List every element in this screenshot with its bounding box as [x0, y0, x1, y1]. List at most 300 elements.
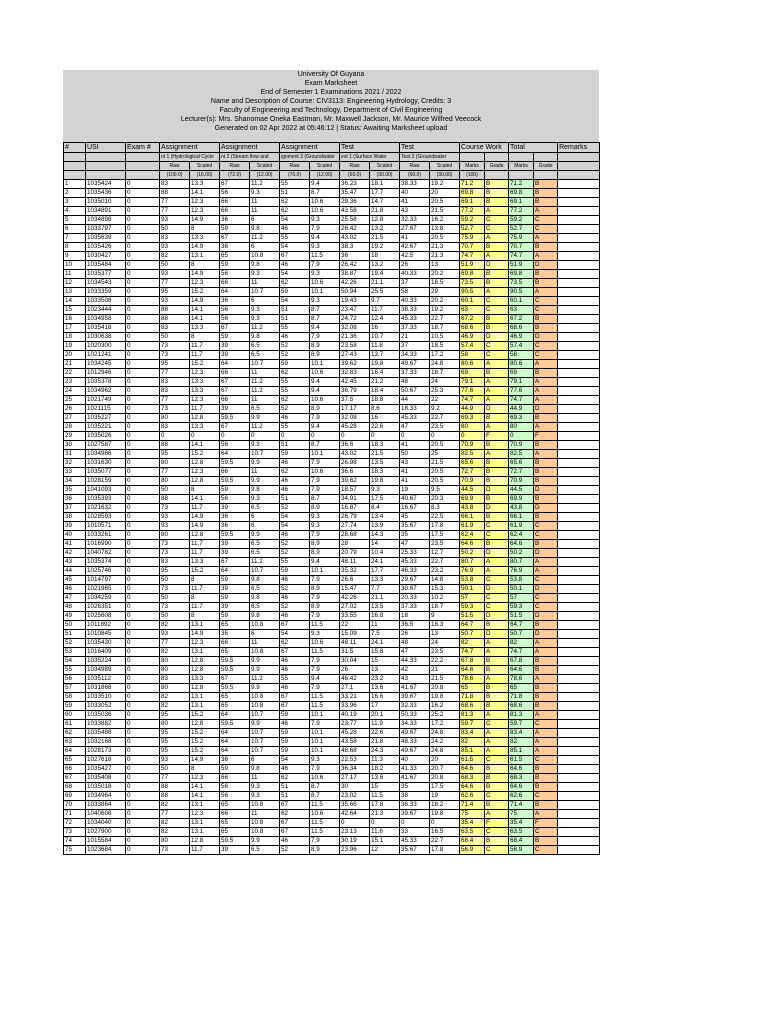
table-cell: 59: [220, 594, 250, 603]
table-cell: 0: [126, 477, 160, 486]
table-cell: 52: [280, 549, 310, 558]
table-cell: 9.9: [250, 459, 280, 468]
table-cell: 23.13: [340, 828, 370, 837]
table-cell: 73.5: [460, 279, 485, 288]
table-cell: 1015584: [86, 837, 126, 846]
table-cell: 12.3: [190, 810, 220, 819]
table-row: [64, 189, 600, 198]
table-cell: 1034259: [86, 594, 126, 603]
table-cell: 73: [160, 342, 190, 351]
table-cell: 6.5: [250, 846, 280, 855]
table-cell: 47: [400, 423, 430, 432]
table-cell: 33: [64, 468, 86, 477]
table-cell: 11.2: [250, 558, 280, 567]
table-cell: 74.7: [509, 396, 534, 405]
table-row: [64, 585, 600, 594]
table-cell: 1033359: [86, 288, 126, 297]
table-cell: 9.9: [250, 531, 280, 540]
remarks-cell: [558, 486, 600, 495]
table-row: [64, 639, 600, 648]
remarks-cell: [558, 594, 600, 603]
table-cell: 59: [280, 288, 310, 297]
raw-label: Raw: [160, 162, 190, 171]
table-cell: 19: [64, 342, 86, 351]
table-cell: B: [485, 540, 509, 549]
table-cell: 70.7: [509, 243, 534, 252]
table-cell: 13.6: [370, 774, 400, 783]
table-cell: B: [485, 441, 509, 450]
table-cell: 19.8: [430, 810, 460, 819]
table-cell: 29: [430, 288, 460, 297]
remarks-cell: [558, 720, 600, 729]
table-cell: 32: [64, 459, 86, 468]
table-cell: 63: [460, 306, 485, 315]
table-cell: 33.55: [340, 612, 370, 621]
table-cell: 32.08: [340, 324, 370, 333]
table-cell: 1035026: [86, 432, 126, 441]
table-cell: 29.67: [400, 576, 430, 585]
table-cell: 1035424: [86, 180, 126, 189]
table-cell: 56: [220, 270, 250, 279]
table-cell: 8.9: [310, 342, 340, 351]
table-cell: 49.67: [400, 360, 430, 369]
table-cell: 17.17: [340, 405, 370, 414]
table-cell: 11: [250, 810, 280, 819]
lecturers: Lecturer(s): Mrs. Shanomae Oneka Eastman, Mr. Maxwell Jackson, Mr. Maurice Wilfred Veecock: [180, 116, 482, 123]
table-cell: D: [485, 612, 509, 621]
table-cell: B: [534, 477, 558, 486]
remarks-cell: [558, 837, 600, 846]
remarks-cell: [558, 270, 600, 279]
table-cell: 39: [220, 351, 250, 360]
table-cell: B: [485, 774, 509, 783]
table-cell: 9.4: [310, 234, 340, 243]
table-cell: C: [485, 225, 509, 234]
scaled-label: Scaled: [370, 162, 400, 171]
table-cell: 0: [250, 432, 280, 441]
table-cell: 9.8: [250, 261, 280, 270]
faculty-department: Faculty of Engineering and Technology, Department of Civil Engineering: [219, 107, 443, 114]
table-cell: 0: [126, 594, 160, 603]
table-cell: 27.67: [400, 225, 430, 234]
table-cell: 42: [400, 666, 430, 675]
table-row: [64, 747, 600, 756]
table-cell: 11.5: [310, 801, 340, 810]
table-cell: 80: [160, 666, 190, 675]
table-cell: 61.5: [460, 756, 485, 765]
table-row: [64, 702, 600, 711]
col-assignment-1: Assignment: [160, 143, 220, 153]
table-cell: B: [485, 783, 509, 792]
table-row: [64, 630, 600, 639]
table-cell: 0: [126, 288, 160, 297]
table-cell: 36.79: [340, 387, 370, 396]
table-cell: 56.9: [460, 846, 485, 855]
table-cell: 21: [400, 333, 430, 342]
table-cell: 56: [220, 792, 250, 801]
table-cell: D: [485, 630, 509, 639]
table-cell: 10.7: [250, 738, 280, 747]
table-cell: 62: [280, 279, 310, 288]
table-row: [64, 783, 600, 792]
table-cell: 23.58: [340, 342, 370, 351]
table-cell: 25: [430, 450, 460, 459]
table-cell: 46: [64, 585, 86, 594]
table-cell: 73: [160, 585, 190, 594]
table-cell: 60: [64, 711, 86, 720]
table-cell: 65: [220, 819, 250, 828]
col-total: Total: [509, 143, 558, 153]
table-cell: 10.1: [310, 450, 340, 459]
table-cell: 64: [220, 360, 250, 369]
table-cell: 64: [220, 567, 250, 576]
table-cell: 1033510: [86, 693, 126, 702]
table-cell: 56: [64, 675, 86, 684]
table-cell: 43: [400, 459, 430, 468]
table-cell: 19.2: [430, 306, 460, 315]
table-cell: 1034040: [86, 819, 126, 828]
table-cell: 0: [126, 774, 160, 783]
table-cell: 36: [220, 297, 250, 306]
table-cell: 50: [160, 594, 190, 603]
table-cell: 0: [126, 711, 160, 720]
table-cell: 35: [400, 531, 430, 540]
table-cell: 62.6: [509, 792, 534, 801]
remarks-cell: [558, 738, 600, 747]
table-cell: 68.6: [460, 324, 485, 333]
table-cell: 11: [250, 207, 280, 216]
table-cell: 27.1: [340, 684, 370, 693]
table-cell: 46: [280, 594, 310, 603]
table-cell: 9.9: [250, 666, 280, 675]
table-cell: B: [534, 837, 558, 846]
table-cell: C: [534, 342, 558, 351]
table-cell: 0: [126, 342, 160, 351]
table-row: [64, 378, 600, 387]
table-cell: 8: [190, 594, 220, 603]
table-cell: 21.5: [370, 450, 400, 459]
table-cell: 59: [280, 711, 310, 720]
university-name: University Of Guyana: [297, 71, 365, 78]
table-cell: 10.1: [310, 747, 340, 756]
table-cell: 35.4: [460, 819, 485, 828]
table-cell: 0: [126, 549, 160, 558]
table-cell: 12.8: [370, 216, 400, 225]
exam-period: End of Semester 1 Examinations 2021 / 2022: [260, 89, 402, 96]
table-cell: 13.1: [190, 702, 220, 711]
table-cell: 59: [280, 738, 310, 747]
remarks-cell: [558, 306, 600, 315]
table-cell: A: [485, 675, 509, 684]
remarks-cell: [558, 423, 600, 432]
table-row: [64, 261, 600, 270]
table-cell: 73: [160, 846, 190, 855]
table-cell: 80: [509, 423, 534, 432]
table-cell: 88: [160, 792, 190, 801]
table-cell: 1035436: [86, 189, 126, 198]
table-cell: 13.2: [370, 261, 400, 270]
table-cell: 41: [400, 477, 430, 486]
table-row: [64, 792, 600, 801]
table-cell: 64.6: [460, 540, 485, 549]
table-cell: D: [534, 405, 558, 414]
table-cell: 57: [460, 594, 485, 603]
table-cell: 21.1: [370, 594, 400, 603]
table-cell: 0: [126, 567, 160, 576]
table-cell: 55: [280, 180, 310, 189]
table-cell: 9.4: [310, 324, 340, 333]
table-cell: 64: [220, 450, 250, 459]
table-cell: 9.3: [310, 243, 340, 252]
max-value: (100): [460, 171, 485, 180]
max-value: (100.0): [160, 171, 190, 180]
table-cell: 66: [220, 279, 250, 288]
table-cell: 23.02: [340, 792, 370, 801]
table-cell: 39.62: [340, 477, 370, 486]
table-cell: A: [534, 558, 558, 567]
table-cell: 42.5: [400, 252, 430, 261]
table-cell: 12.4: [370, 315, 400, 324]
table-cell: 64.7: [460, 621, 485, 630]
table-row: [64, 342, 600, 351]
table-cell: 23.47: [340, 306, 370, 315]
table-row: [64, 666, 600, 675]
table-cell: 21: [64, 360, 86, 369]
table-cell: 15.2: [190, 288, 220, 297]
table-cell: 10.7: [250, 567, 280, 576]
table-row: [64, 540, 600, 549]
table-cell: 16: [370, 414, 400, 423]
table-cell: 46: [280, 531, 310, 540]
table-cell: 1: [64, 180, 86, 189]
table-cell: 8: [190, 486, 220, 495]
table-cell: 43.02: [340, 234, 370, 243]
table-cell: C: [485, 306, 509, 315]
table-cell: 12.3: [190, 369, 220, 378]
remarks-cell: [558, 693, 600, 702]
grade-label: Grade: [534, 162, 558, 171]
table-cell: 26.42: [340, 261, 370, 270]
table-row: [64, 486, 600, 495]
table-cell: 1035639: [86, 234, 126, 243]
table-cell: 59: [220, 333, 250, 342]
table-row: [64, 612, 600, 621]
table-cell: 69.3: [509, 414, 534, 423]
table-cell: 13.3: [190, 558, 220, 567]
table-cell: 62: [280, 468, 310, 477]
table-row: [64, 522, 600, 531]
table-cell: 10: [64, 261, 86, 270]
table-cell: 0: [126, 207, 160, 216]
table-cell: C: [485, 351, 509, 360]
table-cell: 0: [126, 738, 160, 747]
table-cell: 13.1: [190, 819, 220, 828]
table-row: [64, 234, 600, 243]
table-cell: 0: [126, 198, 160, 207]
table-cell: 36: [340, 252, 370, 261]
remarks-cell: [558, 207, 600, 216]
table-cell: 30: [340, 783, 370, 792]
table-cell: 68.4: [509, 837, 534, 846]
table-cell: 7.9: [310, 612, 340, 621]
table-cell: 2: [64, 189, 86, 198]
table-cell: 7.9: [310, 414, 340, 423]
table-row: [64, 504, 600, 513]
table-cell: 68.6: [509, 324, 534, 333]
table-cell: 42: [64, 549, 86, 558]
table-cell: 1035036: [86, 711, 126, 720]
table-cell: 74.7: [460, 396, 485, 405]
table-cell: 14.9: [190, 513, 220, 522]
table-cell: 11.5: [310, 828, 340, 837]
table-cell: 49.67: [400, 747, 430, 756]
table-cell: 36.5: [400, 621, 430, 630]
table-cell: 9.9: [250, 684, 280, 693]
table-cell: B: [534, 765, 558, 774]
table-cell: 0: [126, 387, 160, 396]
table-cell: 59.5: [220, 684, 250, 693]
table-cell: 35.32: [340, 567, 370, 576]
table-cell: D: [534, 486, 558, 495]
table-cell: B: [485, 657, 509, 666]
table-cell: 56: [220, 441, 250, 450]
table-cell: 32.83: [340, 369, 370, 378]
table-row: [64, 306, 600, 315]
table-cell: 52.7: [509, 225, 534, 234]
table-cell: 0: [126, 369, 160, 378]
table-cell: 54: [280, 297, 310, 306]
table-cell: 9.3: [250, 792, 280, 801]
table-cell: 77.6: [460, 387, 485, 396]
table-cell: 0: [126, 423, 160, 432]
table-cell: 13.1: [190, 252, 220, 261]
table-cell: 14.1: [190, 189, 220, 198]
table-cell: 68.6: [509, 702, 534, 711]
table-cell: 83: [160, 378, 190, 387]
table-cell: 59: [280, 450, 310, 459]
table-cell: 20: [430, 189, 460, 198]
remarks-cell: [558, 531, 600, 540]
table-cell: B: [485, 684, 509, 693]
table-cell: 83: [160, 423, 190, 432]
table-cell: 67: [280, 828, 310, 837]
table-cell: 26: [64, 405, 86, 414]
table-cell: 77: [160, 774, 190, 783]
table-cell: 6: [250, 297, 280, 306]
table-cell: 66: [220, 639, 250, 648]
table-cell: A: [485, 810, 509, 819]
table-cell: 12.3: [190, 396, 220, 405]
marksheet-header: [63, 70, 599, 142]
table-cell: B: [485, 513, 509, 522]
table-cell: 0: [126, 558, 160, 567]
table-cell: 0: [126, 396, 160, 405]
table-cell: 50.7: [460, 630, 485, 639]
table-cell: 0: [126, 747, 160, 756]
table-cell: 35.67: [400, 522, 430, 531]
table-cell: 6.5: [250, 585, 280, 594]
table-cell: 7.9: [310, 684, 340, 693]
table-cell: 1034543: [86, 279, 126, 288]
table-cell: 41: [64, 540, 86, 549]
table-row: [64, 729, 600, 738]
table-cell: 50: [64, 621, 86, 630]
table-cell: B: [485, 495, 509, 504]
table-cell: 9.4: [310, 675, 340, 684]
table-cell: 38.87: [340, 270, 370, 279]
table-cell: 73: [160, 351, 190, 360]
table-cell: 36: [220, 756, 250, 765]
table-cell: A: [485, 396, 509, 405]
table-cell: 10.8: [250, 702, 280, 711]
table-cell: 37: [64, 504, 86, 513]
table-cell: 43.58: [340, 738, 370, 747]
table-cell: 12.8: [190, 531, 220, 540]
table-cell: 64.6: [509, 666, 534, 675]
table-cell: 0: [126, 693, 160, 702]
table-cell: 66.1: [460, 513, 485, 522]
table-cell: 13.3: [190, 675, 220, 684]
table-cell: 11.7: [190, 351, 220, 360]
table-cell: 17.8: [430, 846, 460, 855]
table-cell: 10.8: [250, 801, 280, 810]
table-cell: 82.5: [460, 450, 485, 459]
table-cell: 80: [460, 423, 485, 432]
table-row: [64, 387, 600, 396]
table-cell: 1035408: [86, 774, 126, 783]
table-cell: 93: [160, 630, 190, 639]
table-cell: 59.2: [509, 216, 534, 225]
table-cell: 47: [400, 648, 430, 657]
table-cell: 0: [126, 297, 160, 306]
table-cell: 51: [280, 189, 310, 198]
table-cell: 13.5: [370, 603, 400, 612]
max-value: (16.00): [190, 171, 220, 180]
scaled-label: Scaled: [190, 162, 220, 171]
table-cell: 82.5: [509, 450, 534, 459]
table-cell: 19.2: [370, 243, 400, 252]
table-cell: 36: [220, 216, 250, 225]
table-cell: 39: [64, 522, 86, 531]
table-cell: 46: [280, 225, 310, 234]
table-cell: 11.7: [190, 405, 220, 414]
table-cell: 22.7: [430, 837, 460, 846]
table-cell: 45.33: [400, 837, 430, 846]
table-cell: F: [534, 432, 558, 441]
table-cell: 1034986: [86, 450, 126, 459]
table-cell: 67: [220, 387, 250, 396]
table-cell: 39: [220, 540, 250, 549]
table-cell: 0: [310, 432, 340, 441]
table-cell: 15.09: [340, 630, 370, 639]
table-row: [64, 450, 600, 459]
sub-test-2: Test 2 (Groundwater: [400, 153, 460, 162]
table-cell: 1028593: [86, 513, 126, 522]
marks-label: Marks: [460, 162, 485, 171]
table-cell: B: [534, 270, 558, 279]
course-name: Name and Description of Course: CIV3113: Engineering Hydrology, Credits: 3: [210, 98, 452, 105]
table-cell: 59: [220, 486, 250, 495]
table-cell: 6: [250, 522, 280, 531]
table-row: [64, 396, 600, 405]
table-row: [64, 711, 600, 720]
table-cell: 95: [160, 711, 190, 720]
table-cell: 9.4: [310, 180, 340, 189]
table-cell: 0: [126, 279, 160, 288]
table-cell: 12: [370, 846, 400, 855]
table-cell: 10.6: [310, 774, 340, 783]
table-cell: 27.02: [340, 603, 370, 612]
